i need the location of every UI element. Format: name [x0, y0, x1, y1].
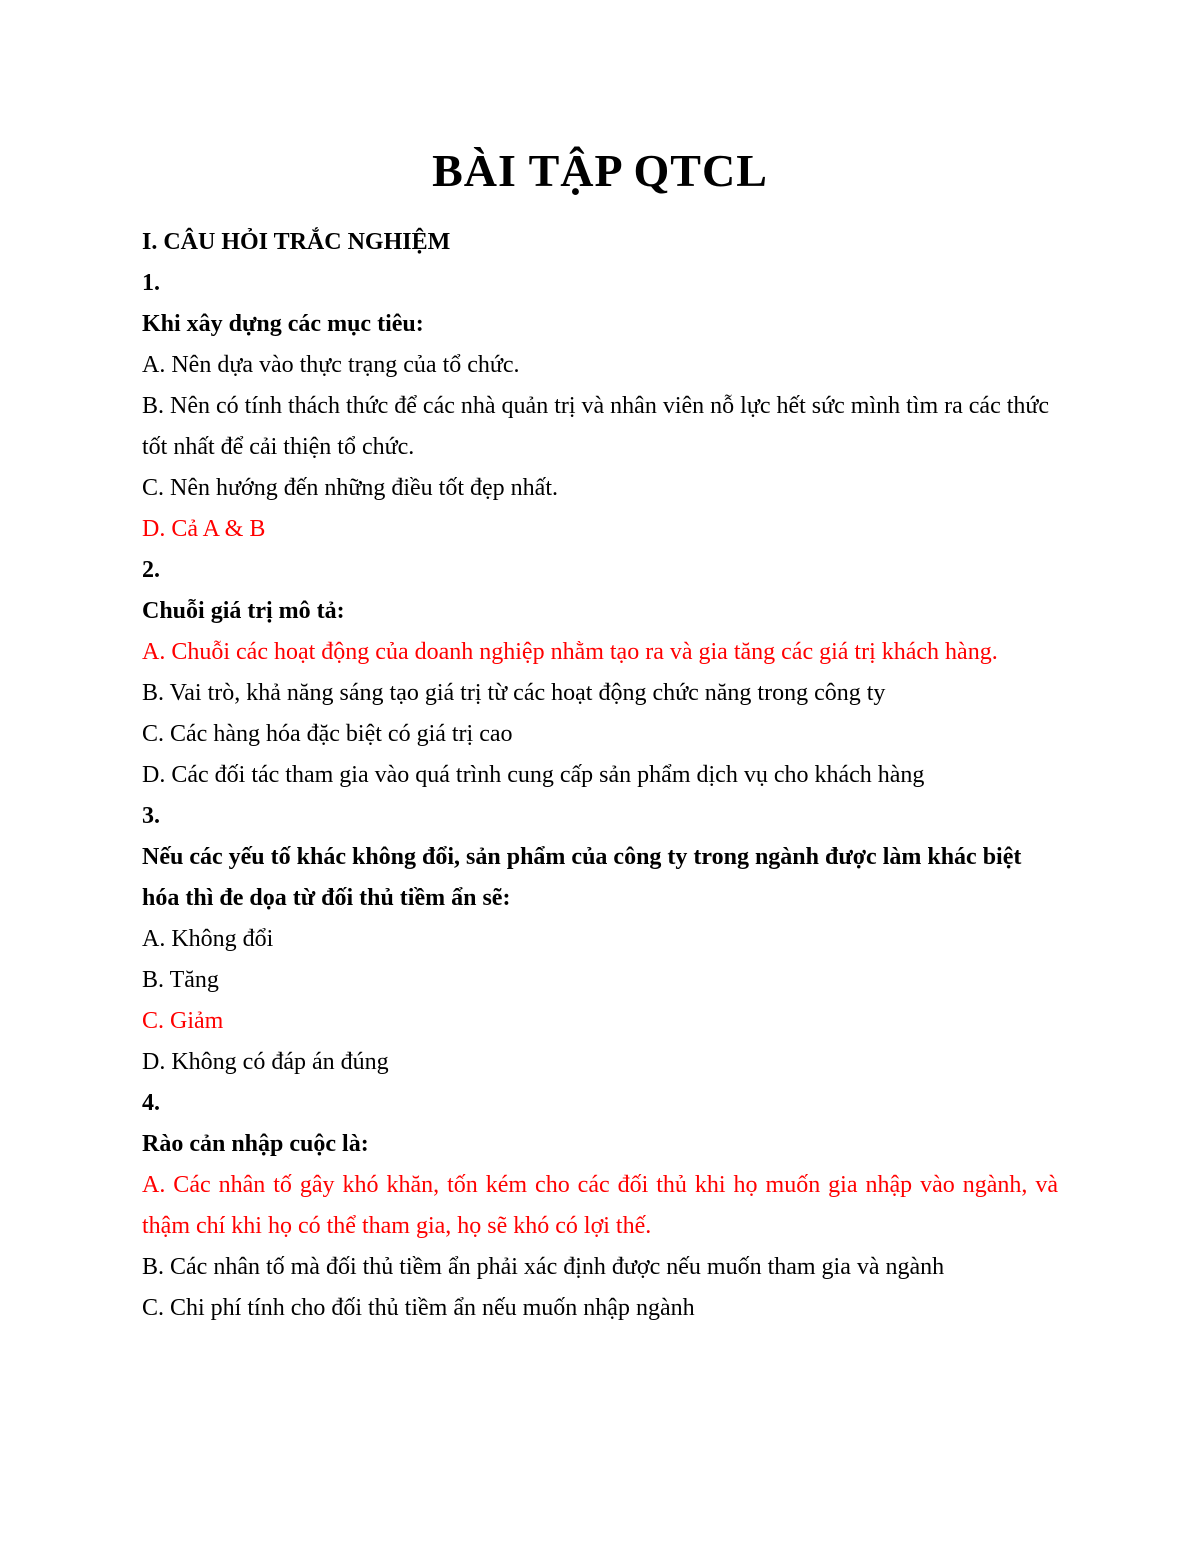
- document-body: [142, 222, 1058, 1329]
- option-d: D. Các đối tác tham gia vào quá trình cung cấp sản phẩm dịch vụ cho khách hàng: [142, 762, 925, 788]
- question-number: 1.: [142, 270, 160, 296]
- option-a: A. Không đổi: [142, 926, 274, 952]
- option-a-correct: A. Chuỗi các hoạt động của doanh nghiệp nhằm tạo ra và gia tăng các giá trị khách hàng.: [142, 639, 998, 665]
- question-3: [142, 796, 1058, 1083]
- option-c: C. Nên hướng đến những điều tốt đẹp nhất.: [142, 475, 558, 501]
- option-b: B. Vai trò, khả năng sáng tạo giá trị từ các hoạt động chức năng trong công ty: [142, 680, 886, 706]
- question-prompt: Rào cản nhập cuộc là:: [142, 1131, 369, 1157]
- option-d-correct: D. Cả A & B: [142, 516, 266, 542]
- question-prompt: Chuỗi giá trị mô tả:: [142, 598, 345, 624]
- option-d: D. Không có đáp án đúng: [142, 1049, 389, 1075]
- page-title: BÀI TẬP QTCL: [432, 145, 768, 196]
- question-prompt: Khi xây dựng các mục tiêu:: [142, 311, 424, 337]
- option-c-correct: C. Giảm: [142, 1008, 224, 1034]
- question-2: [142, 550, 1058, 796]
- option-a-correct: A. Các nhân tố gây khó khăn, tốn kém cho các đối thủ khi họ muốn gia nhập vào ngành, và thậm chí khi họ có thể tham gia, họ sẽ khó có lợi thế.: [142, 1172, 1058, 1239]
- option-b: B. Nên có tính thách thức để các nhà quản trị và nhân viên nỗ lực hết sức mình tìm ra các thức tốt nhất để cải thiện tổ chức.: [142, 393, 1050, 460]
- question-number: 4.: [142, 1090, 160, 1116]
- section-heading: I. CÂU HỎI TRẮC NGHIỆM: [142, 229, 451, 255]
- option-c: C. Các hàng hóa đặc biệt có giá trị cao: [142, 721, 513, 747]
- question-1: [142, 263, 1058, 550]
- option-b: B. Tăng: [142, 967, 219, 993]
- question-number: 3.: [142, 803, 160, 829]
- question-prompt: Nếu các yếu tố khác không đổi, sản phẩm của công ty trong ngành được làm khác biệt hóa thì đe dọa từ đối thủ tiềm ẩn sẽ:: [142, 844, 1022, 911]
- question-number: 2.: [142, 557, 160, 583]
- option-b: B. Các nhân tố mà đối thủ tiềm ẩn phải xác định được nếu muốn tham gia và ngành: [142, 1254, 945, 1280]
- option-a: A. Nên dựa vào thực trạng của tổ chức.: [142, 352, 520, 378]
- question-4: [142, 1083, 1058, 1329]
- option-c: C. Chi phí tính cho đối thủ tiềm ẩn nếu muốn nhập ngành: [142, 1295, 695, 1321]
